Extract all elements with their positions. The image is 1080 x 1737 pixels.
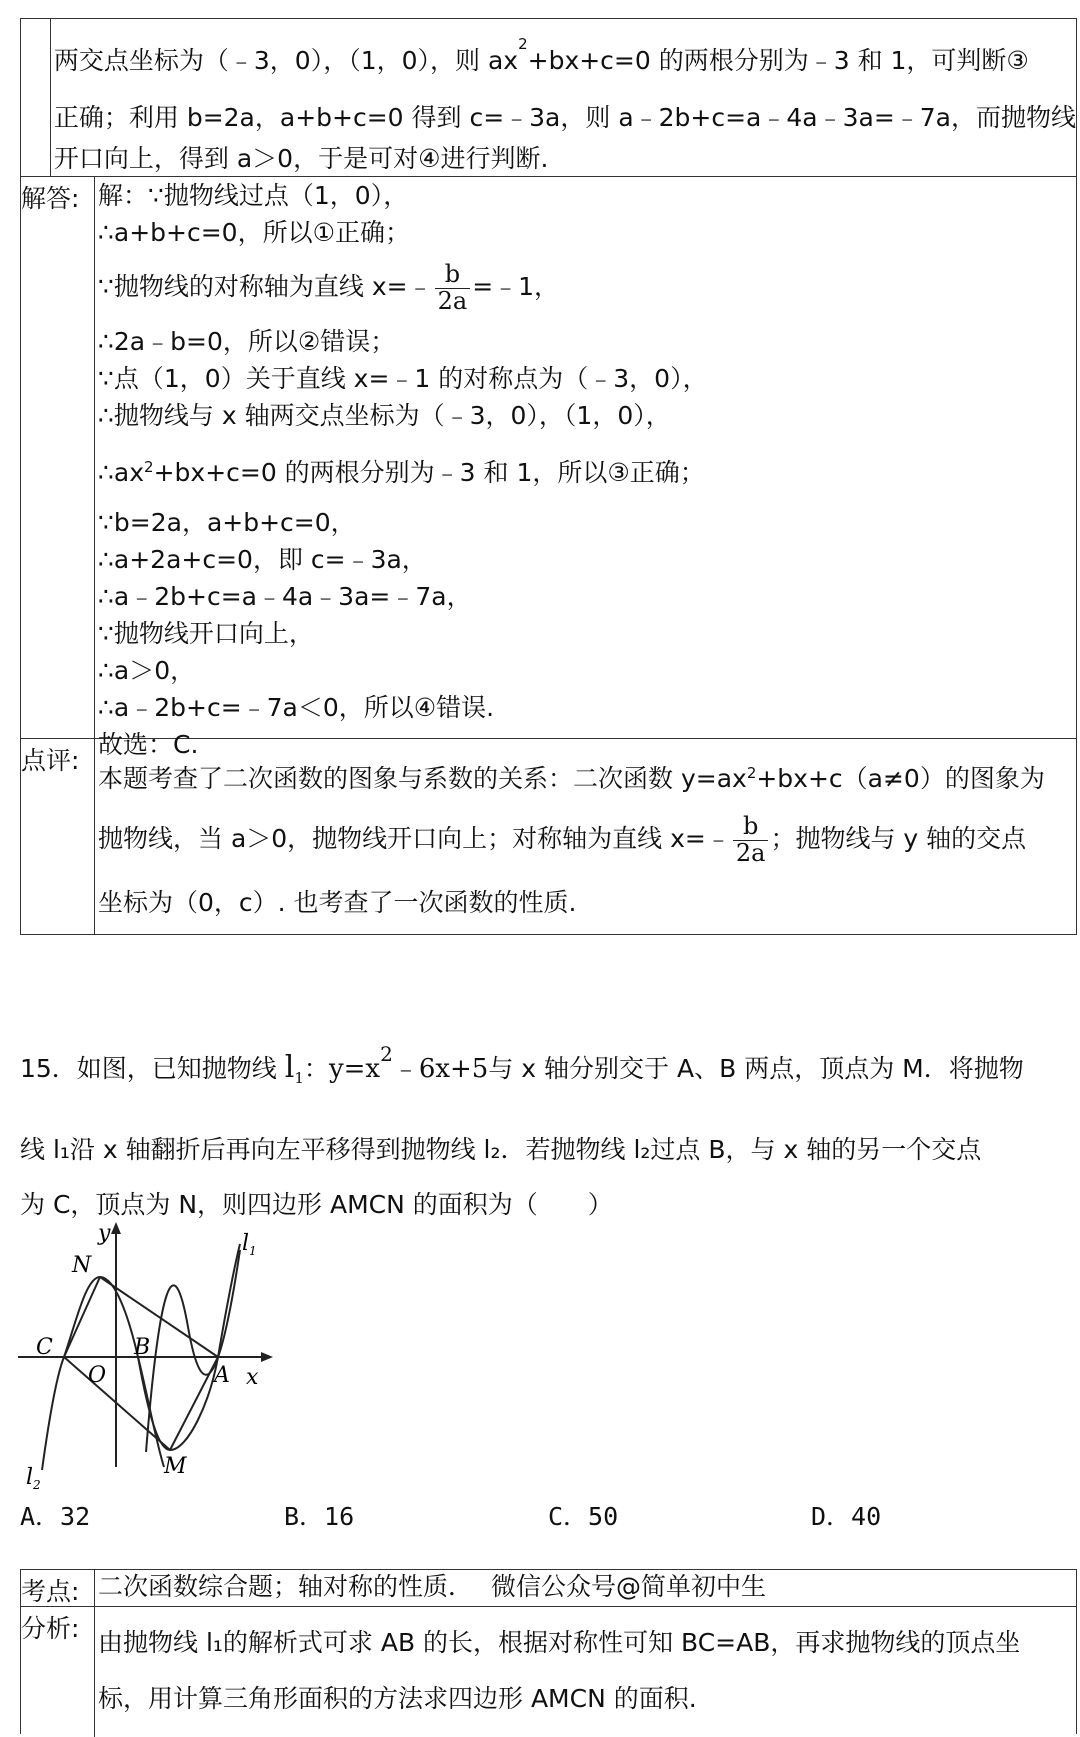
- question-line-3: 为 C，顶点为 N，则四边形 AMCN 的面积为（ ）: [20, 1190, 613, 1219]
- text-line: 由抛物线 l₁的解析式可求 AB 的长，根据对称性可知 BC=AB，再求抛物线的顶点坐: [98, 1628, 1021, 1657]
- option-d: D．40: [811, 1502, 882, 1531]
- comment-row: [21, 738, 1076, 934]
- text-line: ∴2a﹣b=0，所以②错误；: [98, 327, 396, 356]
- label-y: y: [98, 1222, 111, 1246]
- row-label-keypoint: 考点:: [21, 1570, 95, 1606]
- label-l1: $l_1$: [242, 1231, 257, 1258]
- parabola-l1: [146, 1250, 240, 1452]
- watermark-text: 微信公众号@简单初中生: [490, 1572, 766, 1601]
- x-axis-arrow: [261, 1352, 273, 1362]
- row-label-analysis: 分析:: [21, 1607, 95, 1737]
- label-O: O: [88, 1363, 107, 1388]
- label-A: A: [214, 1363, 230, 1388]
- text-line: ∵抛物线的对称轴为直线 x=﹣ $\frac{b}{2a}$ =﹣1，: [98, 260, 560, 315]
- segment-NA: [100, 1277, 218, 1357]
- text-line: ∴a﹣2b+c=﹣7a＜0，所以④错误.: [98, 693, 495, 722]
- solution-table: [20, 18, 1077, 935]
- y-axis-arrow: [111, 1222, 121, 1234]
- text-line: 正确；利用 b=2a，a+b+c=0 得到 c=﹣3a，则 a﹣2b+c=a﹣4a﹣3a=﹣7a，而抛物线: [53, 103, 1076, 132]
- parabola-figure: [18, 1222, 288, 1492]
- text-line: ∵点（1，0）关于直线 x=﹣1 的对称点为（﹣3，0），: [98, 364, 708, 393]
- row-label-answer: 解答:: [21, 177, 95, 738]
- answer-row: [21, 176, 1076, 759]
- segment-CN: [64, 1277, 100, 1357]
- option-c: C．50: [548, 1502, 619, 1531]
- text-line: 故选：C.: [98, 730, 199, 759]
- question-line-2: 线 l₁沿 x 轴翻折后再向左平移得到抛物线 l₂．若抛物线 l₂过点 B，与 x 轴的另一个交点: [20, 1135, 982, 1164]
- text-line: ∵抛物线开口向上，: [98, 619, 314, 648]
- key-point-row: 考点: 二次函数综合题；轴对称的性质． 微信公众号@简单初中生: [21, 1572, 766, 1606]
- text-line: ∴a+b+c=0，所以①正确；: [98, 218, 411, 247]
- label-B: B: [134, 1335, 151, 1360]
- label-C: C: [36, 1335, 53, 1360]
- text-line: 抛物线，当 a＞0，抛物线开口向上；对称轴为直线 x=﹣ $\frac{b}{2a}$ ；抛物线与 y 轴的交点: [98, 812, 1027, 867]
- label-M: M: [164, 1454, 187, 1479]
- text-line: 两交点坐标为（﹣3，0），（1，0），则 $ax^2+bx+c=0$ 的两根分别为﹣3 和 1，可判断③: [53, 35, 1029, 75]
- segment-AM: [170, 1357, 218, 1450]
- text-line: ∵b=2a，a+b+c=0，: [98, 508, 356, 537]
- option-a: A．32: [20, 1502, 91, 1531]
- text-line: ∴a﹣2b+c=a﹣4a﹣3a=﹣7a，: [98, 582, 472, 611]
- text-line: ∴a+2a+c=0，即 c=﹣3a，: [98, 545, 427, 574]
- text-line: 本题考查了二次函数的图象与系数的关系：二次函数 $y=ax^2+bx+c(a\ne 0)$的图象为: [98, 764, 1045, 793]
- question-line-1: 15．如图，已知抛物线 $l_1$：$y=x^2﹣6x+5$与 x 轴分别交于 A、B 两点，顶点为 M．将抛物: [20, 1042, 1024, 1087]
- label-x: x: [246, 1365, 259, 1390]
- text-line: 标，用计算三角形面积的方法求四边形 AMCN 的面积.: [98, 1684, 697, 1713]
- fraction: $\frac{b}{2a}$: [733, 814, 769, 865]
- text-line: 开口向上，得到 a＞0，于是可对④进行判断.: [53, 144, 549, 173]
- option-b: B．16: [284, 1502, 355, 1531]
- analysis-row: [21, 1606, 1076, 1737]
- analysis-continued-row: [21, 19, 1076, 176]
- text-line: ∴a＞0，: [98, 656, 196, 685]
- knowledge-table: [20, 1569, 1077, 1734]
- row-label: [21, 19, 51, 176]
- text-line: 解：∵抛物线过点（1，0），: [98, 181, 409, 210]
- row-label-comment: 点评:: [21, 739, 95, 934]
- label-N: N: [72, 1253, 92, 1278]
- text-line: ∴抛物线与 x 轴两交点坐标为（﹣3，0），（1，0），: [98, 401, 671, 430]
- parabola-l1-curve: [138, 1244, 240, 1450]
- text-line: $\therefore ax^2+bx+c=0$ 的两根分别为﹣3 和 1，所以③正确；: [98, 458, 705, 487]
- text-line: 坐标为（0，c）. 也考查了一次函数的性质.: [98, 888, 577, 917]
- label-l2: $l_2$: [26, 1465, 41, 1492]
- fraction: $\frac{b}{2a}$: [435, 262, 471, 313]
